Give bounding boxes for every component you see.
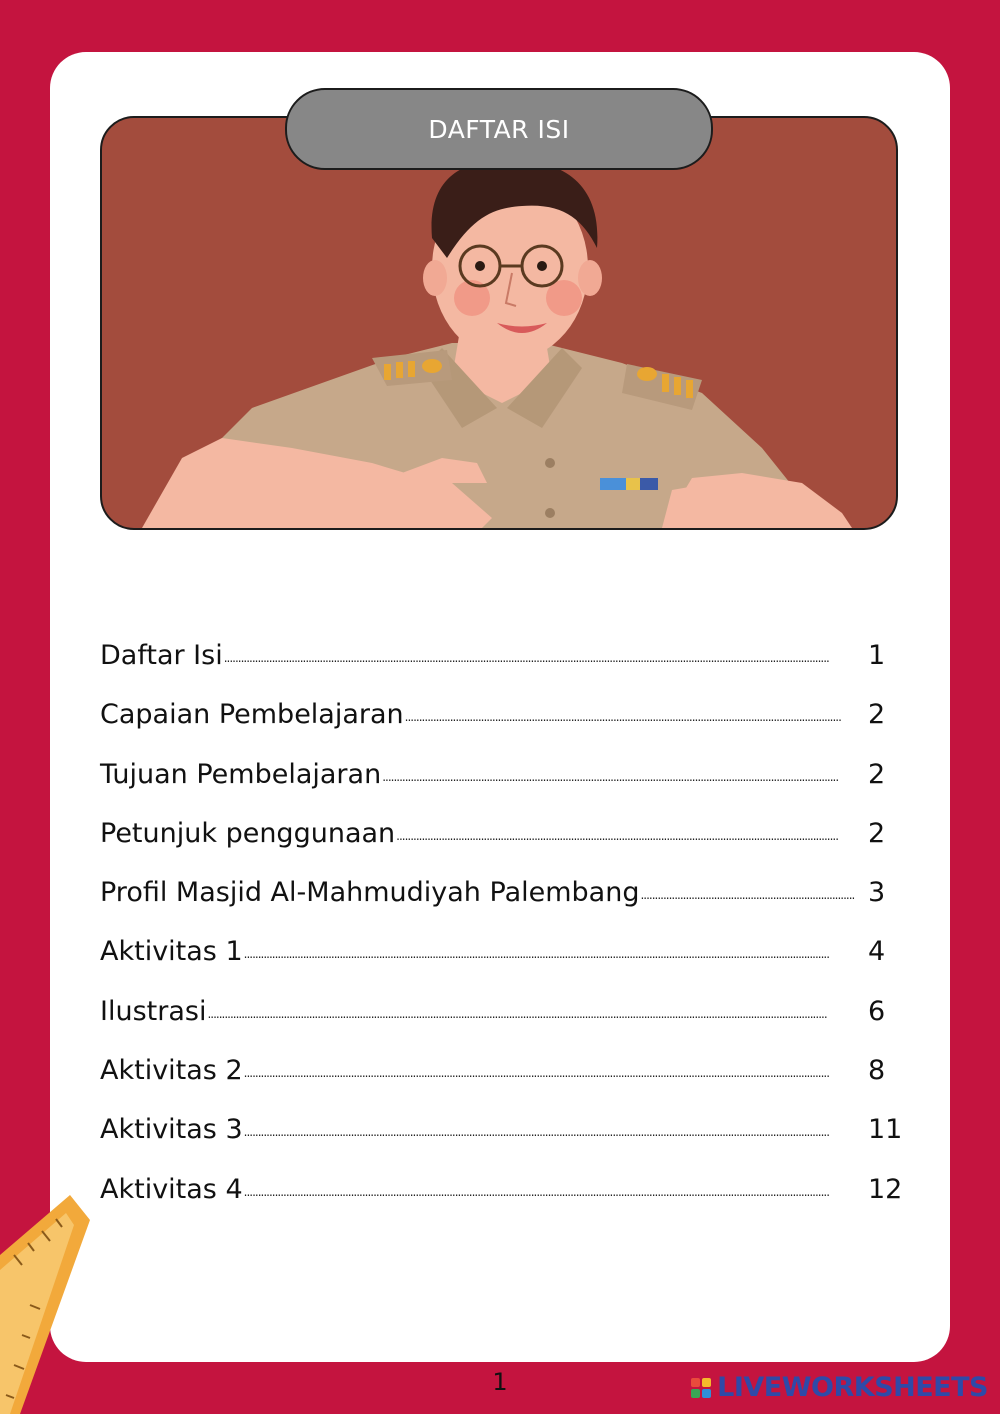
toc-entry-label: Daftar Isi [100, 640, 223, 671]
brand-name: LIVEWORKSHEETS [717, 1372, 988, 1403]
toc-entry-page: 6 [868, 995, 886, 1027]
toc-entry-label: Aktivitas 4 [100, 1173, 243, 1205]
toc-entry [100, 1114, 903, 1173]
toc-leader-dots: ................................................................................................................................................................................................................ [243, 1125, 830, 1140]
toc-entry [100, 699, 900, 758]
toc-leader-dots: ................................................................................................................................................................................................................ [243, 1066, 830, 1081]
toc-entry [100, 1173, 903, 1233]
toc-leader-dots: ............................................................................................................................................................. [396, 828, 839, 843]
toc-entry-page: 4 [868, 936, 886, 968]
toc-entry-label: Aktivitas 2 [100, 1055, 243, 1087]
toc-entry-page: 2 [868, 758, 886, 790]
brand-watermark [691, 1372, 988, 1403]
toc-leader-dots: ................................................................................................................................................................................................................ [243, 1184, 830, 1199]
toc-entry-label: Ilustrasi [100, 995, 207, 1027]
toc-entry-page: 12 [868, 1173, 903, 1205]
toc-entry [100, 759, 900, 818]
toc-entry [100, 996, 900, 1055]
table-of-contents [100, 640, 903, 1233]
toc-entry [100, 936, 900, 995]
toc-leader-dots: ............................................................................................................................................................................................................................ [207, 1006, 827, 1021]
toc-leader-dots: ........................................................................................................................................................... [404, 710, 841, 725]
toc-entry-page: 3 [868, 877, 886, 909]
toc-entry [100, 1055, 900, 1114]
toc-entry-label: Aktivitas 1 [100, 936, 243, 968]
toc-leader-dots: ............................................................................ [640, 888, 855, 903]
toc-entry [100, 877, 900, 936]
hero-illustration-frame [100, 116, 898, 530]
toc-leader-dots: ....................................................................................................................................................................................................................... [223, 651, 829, 665]
toc-entry-page: 2 [868, 817, 886, 849]
toc-leader-dots: .................................................................................................................................................................. [382, 769, 839, 784]
liveworksheets-logo-icon [691, 1378, 711, 1398]
toc-entry [100, 818, 900, 877]
page-title: DAFTAR ISI [285, 88, 713, 170]
toc-entry-label: Profil Masjid Al-Mahmudiyah Palembang [100, 877, 640, 909]
toc-entry-page: 8 [868, 1055, 886, 1087]
page-number: 1 [492, 1368, 508, 1396]
toc-entry-label: Tujuan Pembelajaran [100, 758, 382, 790]
toc-entry [100, 640, 900, 699]
toc-entry-page: 2 [868, 699, 886, 731]
toc-entry-page: 11 [868, 1114, 903, 1146]
toc-entry-label: Capaian Pembelajaran [100, 699, 404, 731]
teacher-illustration [102, 118, 896, 528]
toc-entry-label: Petunjuk penggunaan [100, 817, 396, 849]
toc-entry-page: 1 [868, 640, 886, 671]
toc-entry-label: Aktivitas 3 [100, 1114, 243, 1146]
toc-leader-dots: ................................................................................................................................................................................................................ [243, 947, 830, 962]
